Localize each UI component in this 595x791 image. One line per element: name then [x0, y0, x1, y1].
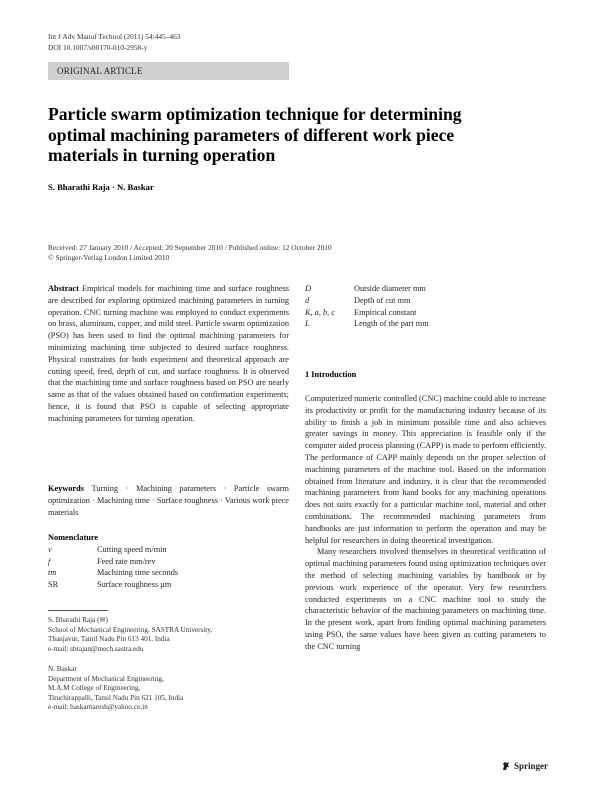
affiliation-line: School of Mechanical Engineering, SASTRA University,	[48, 625, 213, 634]
nomenclature-row	[48, 567, 289, 579]
affiliation-line: Tiruchirappalli, Tamil Nadu Pin 621 105, India	[48, 693, 184, 702]
abstract-label: Abstract	[48, 284, 79, 293]
nomenclature-description: Length of the part mm	[354, 319, 429, 329]
affiliation-line: M.A.M College of Engineering,	[48, 684, 141, 693]
nomenclature-symbol: K, a, b, c	[305, 307, 335, 317]
publication-history: Received: 27 January 2010 / Accepted: 20 September 2010 / Published online: 12 October 2010	[48, 243, 332, 252]
nomenclature-description: Cutting speed m/min	[97, 544, 167, 554]
keywords	[48, 483, 289, 518]
authors: S. Bharathi Raja · N. Baskar	[48, 182, 154, 192]
nomenclature-description: Feed rate mm/rev	[97, 556, 156, 566]
nomenclature-description: Empirical constant	[354, 307, 417, 317]
affiliation-author-1	[48, 616, 298, 654]
keywords-label: Keywords	[48, 484, 84, 493]
journal-reference: Int J Adv Manuf Technol (2011) 54:445–463	[48, 32, 181, 41]
affiliation-line: Department of Mechanical Engineering,	[48, 674, 164, 683]
nomenclature-symbol: v	[48, 544, 52, 554]
doi: DOI 10.1007/s00170-010-2958-y	[48, 43, 148, 52]
nomenclature-symbol: d	[305, 295, 310, 305]
paragraph: Many researchers involved themselves in theoretical verification of optimal machining parameters found using optimization techniques over the method of selecting machining variables by handbook or by previous work experience of the operator. Very few researchers conducted experiments on a CNC machine tool to study the characteristic behavior of the machining parameters on machining time. In the present work, apart from finding optimal machining parameters using PSO, the same values have been given as cutting parameters to the CNC turning	[305, 547, 546, 651]
nomenclature-symbol: f	[48, 556, 51, 566]
nomenclature-row	[305, 307, 546, 319]
paragraph: Computerized numeric controlled (CNC) machine could able to increase its productivity or profit for the manufacturing industry because of its ability to finish a job in minimum possible time and also achieves greater savings in money. This appreciation is feasible only if the computer aided process planning (CAPP) is made to perform efficiently. The performance of CAPP mainly depends on the proper selection of machining parameters of the machine tool. Based on the information obtained from literature and industry, it is clear that the recommended machining parameters from hand books for any machining operations does not suits exactly for a particular machine tool, material and other combinations. The recommended machining parameters from handbooks are just information to perform the operation and may be helpful for researchers in doing theoretical investigation.	[305, 394, 546, 545]
copyright: © Springer-Verlag London Limited 2010	[48, 253, 170, 262]
nomenclature-row	[305, 283, 546, 295]
springer-horse-icon	[501, 761, 511, 771]
nomenclature-symbol: D	[305, 284, 311, 293]
nomenclature-left	[48, 532, 289, 591]
nomenclature-row	[305, 295, 546, 307]
nomenclature-row	[48, 579, 289, 591]
nomenclature-description: Depth of cut mm	[354, 295, 411, 305]
nomenclature-symbol: L	[305, 319, 310, 329]
nomenclature-description: Machining time seconds	[97, 568, 179, 578]
publisher-name: Springer	[513, 761, 548, 771]
nomenclature-symbol: SR	[48, 580, 59, 590]
footnote-rule	[48, 610, 108, 611]
affiliation-email[interactable]: e-mail: sbrajan@mech.sastra.edu	[48, 644, 144, 653]
nomenclature-row	[48, 544, 289, 556]
affiliation-name: N. Baskar	[48, 665, 77, 673]
affiliation-email[interactable]: e-mail: baskarnaresh@yahoo.co.in	[48, 703, 148, 712]
nomenclature-description: Surface roughness µm	[97, 580, 172, 590]
affiliation-name: S. Bharathi Raja (✉)	[48, 616, 108, 624]
nomenclature-symbol: tm	[48, 568, 57, 578]
keywords-text: Turning · Machining parameters · Particle swarm optimization · Machining time · Surface roughness · Various work piece materials	[48, 484, 290, 517]
abstract-text: Empirical models for machining time and surface roughness are described for exploring optimized machining parameters in turning operation. CNC turning machine was employed to conduct experiments on brass, aluminum, copper, and mild steel. Particle swarm optimization (PSO) has been used to find the optimal machining parameters for minimizing machining time subjected to desired surface roughness. Physical constraints for both experiment and theoretical approach are cutting speed, feed, depth of cut, and surface roughness. It is observed that the machining time and surface roughness based on PSO are nearly same as that of the values obtained based on confirmation experiments; hence, it is found that PSO is capable of selecting appropriate machining parameters for turning operation.	[48, 284, 289, 423]
section-heading: 1 Introduction	[305, 370, 357, 379]
paper-title: Particle swarm optimization technique for determining optimal machining parameters of different work piece materials in turning operation	[48, 104, 462, 165]
nomenclature-label: Nomenclature	[48, 533, 99, 542]
nomenclature-row	[48, 556, 289, 568]
nomenclature-row	[305, 318, 546, 330]
affiliation-author-2	[48, 665, 298, 713]
nomenclature-right	[305, 283, 546, 330]
affiliation-line: Thanjavur, Tamil Nadu Pin 613 401, India	[48, 635, 170, 644]
springer-logo	[501, 761, 548, 771]
article-type-banner: ORIGINAL ARTICLE	[48, 62, 289, 80]
abstract	[48, 283, 289, 425]
introduction-body	[305, 393, 546, 653]
nomenclature-description: Outside diameter mm	[354, 284, 426, 293]
